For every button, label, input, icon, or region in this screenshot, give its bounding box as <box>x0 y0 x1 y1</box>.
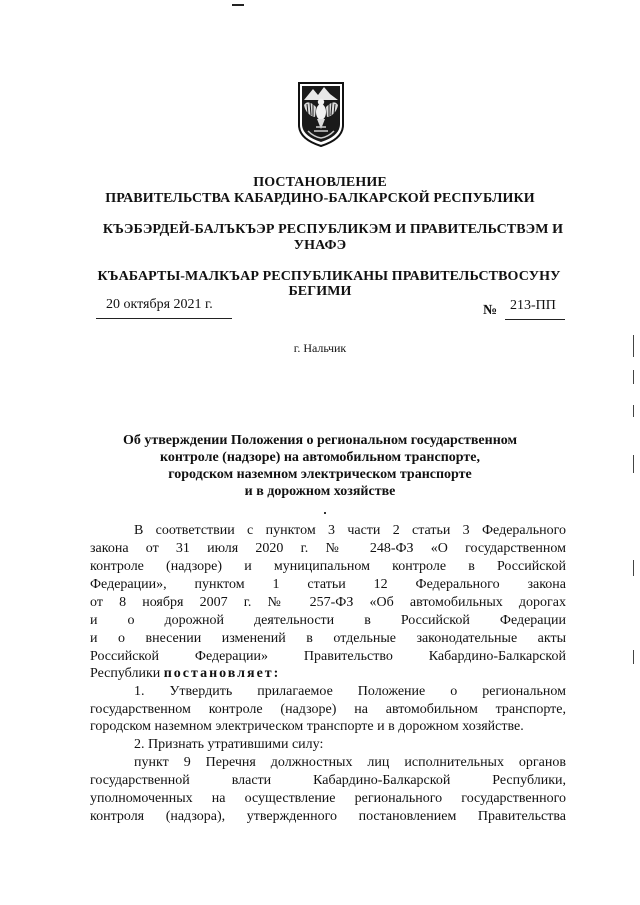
date-underline <box>96 318 232 319</box>
number-sign: № <box>483 303 498 318</box>
decree-date: 20 октября 2021 г. <box>106 297 213 312</box>
body-text-line: уполномоченных на осуществление регионального государственного <box>90 791 566 806</box>
body-text-line: Федерации», пунктом 1 статьи 12 Федерального закона <box>90 577 566 592</box>
document-title-line: Об утверждении Положения о региональном государственном <box>122 433 518 448</box>
body-text-line: от 8 ноября 2007 г. № 257-ФЗ «Об автомобильных дорогах <box>90 595 566 610</box>
body-text-line: городском наземном электрическом транспорте и в дорожном хозяйстве. <box>90 719 524 734</box>
kabardian-heading-line-1: КЪЭБЭРДЕЙ-БАЛЪКЪЭР РЕСПУБЛИКЭМ И ПРАВИТЕЛЬСТВЭМ И <box>102 222 564 237</box>
scan-edge-mark <box>633 405 634 417</box>
body-text-line: 2. Признать утратившими силу: <box>134 737 324 752</box>
body-text-line: пункт 9 Перечня должностных лиц исполнительных органов <box>134 755 566 770</box>
body-text-line: и о внесении изменений в отдельные законодательные акты <box>90 631 566 646</box>
scan-edge-mark <box>633 370 634 384</box>
scan-speck <box>324 512 326 514</box>
body-text-line <box>90 665 566 682</box>
decree-verb: постановляет: <box>163 666 281 681</box>
decree-heading: ПОСТАНОВЛЕНИЕ <box>253 175 387 190</box>
decree-number: 213-ПП <box>510 298 556 313</box>
scan-artifact <box>232 4 244 6</box>
scan-edge-mark <box>633 455 634 473</box>
document-title-line: контроле (надзоре) на автомобильном транспорте, <box>160 450 480 465</box>
body-text-line: государственном контроле (надзоре) на автомобильном транспорте, <box>90 702 566 717</box>
scan-edge-mark <box>633 650 634 664</box>
body-text-line: закона от 31 июля 2020 г. № 248-ФЗ «О государственном <box>90 541 566 556</box>
city-label: г. Нальчик <box>293 341 347 355</box>
document-title-line: городском наземном электрическом транспорте <box>168 467 472 482</box>
body-text-line: В соответствии с пунктом 3 части 2 статьи 3 Федерального <box>134 523 566 538</box>
body-text-fragment: Республики <box>90 666 161 681</box>
kabardian-heading-line-2: УНАФЭ <box>293 238 347 253</box>
body-text-line: и о дорожной деятельности в Российской Федерации <box>90 613 566 628</box>
coat-of-arms-emblem <box>296 81 346 147</box>
body-text-line: контроля (надзора), утвержденного постановлением Правительства <box>90 809 566 824</box>
scan-edge-mark <box>633 335 634 357</box>
body-text-line: государственной власти Кабардино-Балкарской Республики, <box>90 773 566 788</box>
body-text-line: Российской Федерации» Правительство Кабардино-Балкарской <box>90 649 566 664</box>
body-text-line: 1. Утвердить прилагаемое Положение о региональном <box>134 684 566 699</box>
number-underline <box>505 319 565 320</box>
government-name: ПРАВИТЕЛЬСТВА КАБАРДИНО-БАЛКАРСКОЙ РЕСПУБЛИКИ <box>105 191 535 206</box>
scan-edge-mark <box>633 560 634 576</box>
balkar-heading-line-1: КЪАБАРТЫ-МАЛКЪАР РЕСПУБЛИКАНЫ ПРАВИТЕЛЬСТВОСУНУ <box>97 269 561 284</box>
balkar-heading-line-2: БЕГИМИ <box>288 284 352 299</box>
document-title-line: и в дорожном хозяйстве <box>244 484 396 499</box>
body-text-line: контроле (надзоре) и муниципальном контроле в Российской <box>90 559 566 574</box>
